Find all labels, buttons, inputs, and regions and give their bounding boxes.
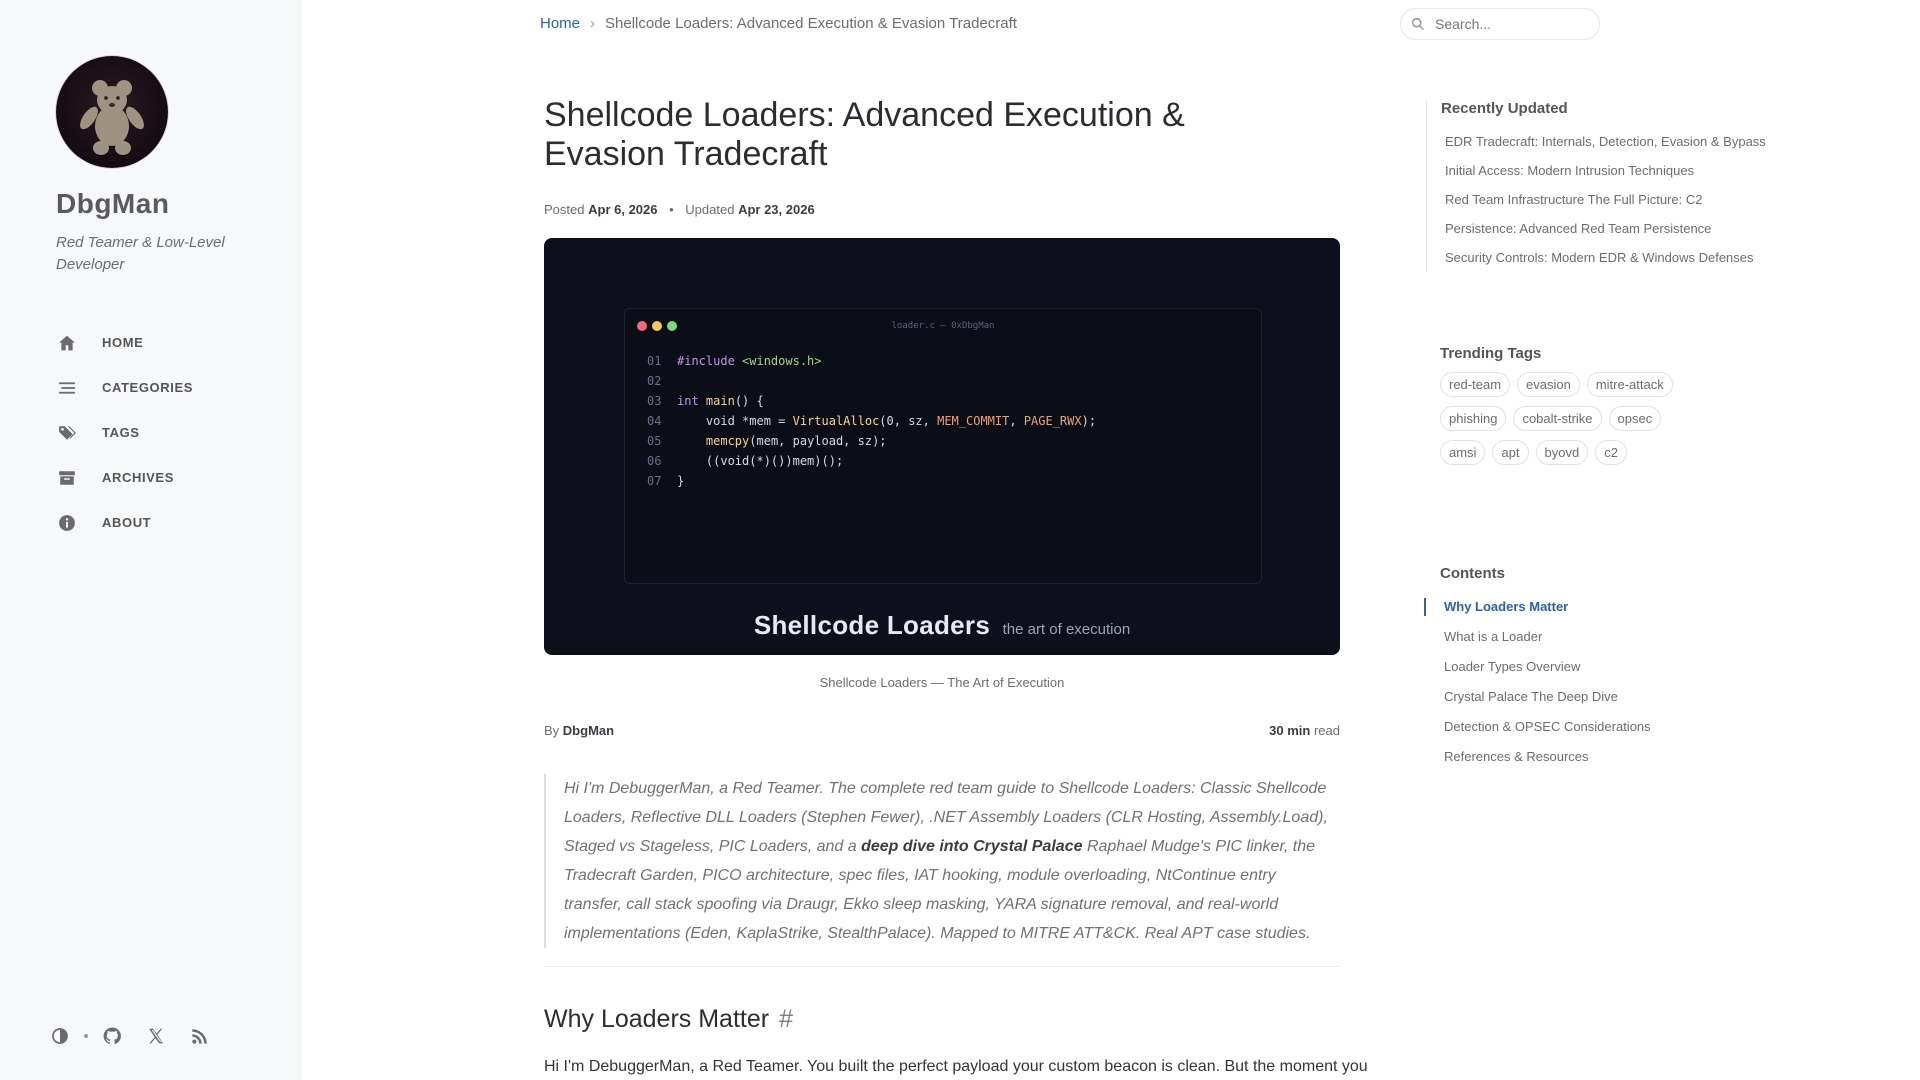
intro-bold: deep dive into Crystal Palace: [861, 838, 1083, 855]
code-line: 04 void *mem = VirtualAlloc(0, sz, MEM_COMMIT, PAGE_RWX);: [647, 414, 1097, 428]
nav-label: ARCHIVES: [102, 470, 174, 485]
hero-image: [544, 238, 1340, 655]
sidebar-bottom: [44, 1020, 228, 1052]
code-block: [647, 351, 1096, 491]
code-line: 06 ((void(*)())mem)();: [647, 454, 844, 468]
updated-label: Updated: [685, 202, 735, 217]
tag-pill[interactable]: opsec: [1609, 406, 1662, 431]
updated-date: Apr 23, 2026: [738, 202, 815, 217]
body-paragraph: Hi I'm DebuggerMan, a Red Teamer. You built the perfect payload your custom beacon is clean. But the moment you: [544, 1058, 1368, 1075]
section-heading: Why Loaders Matter #: [544, 1005, 793, 1033]
tag-list: [1440, 372, 1680, 474]
site-title[interactable]: DbgMan: [56, 188, 170, 219]
by-label: By: [544, 723, 560, 738]
search-icon: [1411, 17, 1425, 31]
info-icon: [56, 512, 78, 534]
toc-item[interactable]: References & Resources: [1444, 749, 1589, 764]
tag-pill[interactable]: mitre-attack: [1587, 372, 1673, 397]
tag-pill[interactable]: byovd: [1536, 440, 1589, 465]
stream-icon: [56, 377, 78, 399]
breadcrumb: [540, 15, 1017, 32]
post-meta: [544, 202, 815, 217]
theme-toggle-icon[interactable]: [44, 1020, 76, 1052]
sidebar: [0, 0, 301, 1080]
nav-item-tags[interactable]: [56, 410, 276, 455]
hero-caption: [544, 610, 1340, 641]
meta-separator: •: [669, 202, 674, 217]
code-line: 01 #include <windows.h>: [647, 354, 822, 368]
recent-post-link[interactable]: Security Controls: Modern EDR & Windows Defenses: [1445, 250, 1754, 265]
toc-panel: [1426, 565, 1716, 772]
tag-pill[interactable]: phishing: [1440, 406, 1506, 431]
separator-dot: [84, 1034, 88, 1038]
nav-item-categories[interactable]: [56, 365, 276, 410]
breadcrumb-separator: ›: [590, 15, 596, 32]
tag-pill[interactable]: c2: [1595, 440, 1627, 465]
nav-label: ABOUT: [102, 515, 152, 530]
recently-updated-panel: [1426, 100, 1766, 272]
nav-item-about[interactable]: [56, 500, 276, 545]
recent-post-link[interactable]: Red Team Infrastructure The Full Picture: C2: [1445, 192, 1703, 207]
search-box[interactable]: [1400, 8, 1600, 40]
code-line: 07 }: [647, 474, 685, 488]
avatar[interactable]: [56, 56, 168, 168]
posted-label: Posted: [544, 202, 585, 217]
read-time: 30 min read: [1269, 723, 1340, 738]
tag-pill[interactable]: evasion: [1517, 372, 1580, 397]
heading-anchor-link[interactable]: #: [779, 1005, 793, 1033]
posted-date: Apr 6, 2026: [588, 202, 658, 217]
teddy-bear-avatar-image: [56, 56, 168, 168]
hero-caption-title: Shellcode Loaders: [753, 610, 991, 640]
nav-label: CATEGORIES: [102, 380, 193, 395]
tag-pill[interactable]: apt: [1492, 440, 1528, 465]
breadcrumb-current: Shellcode Loaders: Advanced Execution & Evasion Tradecraft: [605, 15, 1017, 32]
rss-icon[interactable]: [184, 1020, 216, 1052]
nav-item-home[interactable]: [56, 320, 276, 365]
toc-item-active[interactable]: Why Loaders Matter: [1440, 592, 1716, 622]
trending-tags-panel: [1426, 345, 1716, 474]
recent-post-link[interactable]: Initial Access: Modern Intrusion Techniques: [1445, 163, 1695, 178]
hero-caption-subtitle: the art of execution: [1002, 621, 1131, 638]
code-line: 02: [647, 374, 662, 388]
tag-pill[interactable]: red-team: [1440, 372, 1510, 397]
toc-item[interactable]: Crystal Palace The Deep Dive: [1444, 689, 1618, 704]
byline: [544, 723, 1340, 738]
divider: [544, 966, 1340, 967]
post-title: Shellcode Loaders: Advanced Execution & Evasion Tradecraft: [544, 96, 1185, 173]
tags-icon: [56, 422, 78, 444]
toc-item[interactable]: Detection & OPSEC Considerations: [1444, 719, 1651, 734]
archive-icon: [56, 467, 78, 489]
home-icon: [56, 332, 78, 354]
recent-post-link[interactable]: Persistence: Advanced Red Team Persistence: [1445, 221, 1712, 236]
search-input[interactable]: [1433, 15, 1587, 33]
tag-pill[interactable]: amsi: [1440, 440, 1485, 465]
code-window: [624, 308, 1262, 584]
site-subtitle: Red Teamer & Low-Level Developer: [56, 234, 225, 273]
author-name[interactable]: DbgMan: [562, 723, 615, 738]
toc-item[interactable]: What is a Loader: [1444, 629, 1543, 644]
recent-post-link[interactable]: EDR Tradecraft: Internals, Detection, Evasion & Bypass: [1445, 134, 1766, 149]
toc-item[interactable]: Loader Types Overview: [1444, 659, 1581, 674]
intro-blockquote: Hi I'm DebuggerMan, a Red Teamer. The complete red team guide to Shellcode Loaders: Classic Shellcode Loaders, Reflective DLL Loaders (Stephen Fewer), .NET Assembly Loaders (CLR Hosting, Assembly.Load), Staged vs Stageless, PIC Loaders, and a deep dive into Crystal Palace Raphael Mudge's PIC linker, the Tradecraft Garden, PICO architecture, spec files, IAT hooking, module overloading, NtContinue entry transfer, call stack spoofing via Draugr, Ekko sleep masking, YARA signature removal, and real-world implementations (Eden, KaplaStrike, StealthPalace). Mapped to MITRE ATT&CK. Real APT case studies.: [544, 774, 1334, 948]
breadcrumb-home-link[interactable]: Home: [540, 15, 581, 32]
x-twitter-icon[interactable]: [140, 1020, 172, 1052]
recently-updated-title: Recently Updated: [1441, 100, 1568, 117]
nav-item-archives[interactable]: [56, 455, 276, 500]
code-line: 05 memcpy(mem, payload, sz);: [647, 434, 887, 448]
github-icon[interactable]: [96, 1020, 128, 1052]
trending-tags-title: Trending Tags: [1440, 345, 1542, 362]
code-window-title: loader.c — 0xDbgMan: [891, 321, 995, 331]
tag-pill[interactable]: cobalt-strike: [1513, 406, 1601, 431]
toc-title: Contents: [1440, 565, 1505, 582]
nav-label: TAGS: [102, 425, 140, 440]
nav-label: HOME: [102, 335, 144, 350]
sidebar-nav: [56, 320, 276, 545]
image-caption: Shellcode Loaders — The Art of Execution: [819, 675, 1065, 690]
code-line: 03 int main() {: [647, 394, 764, 408]
